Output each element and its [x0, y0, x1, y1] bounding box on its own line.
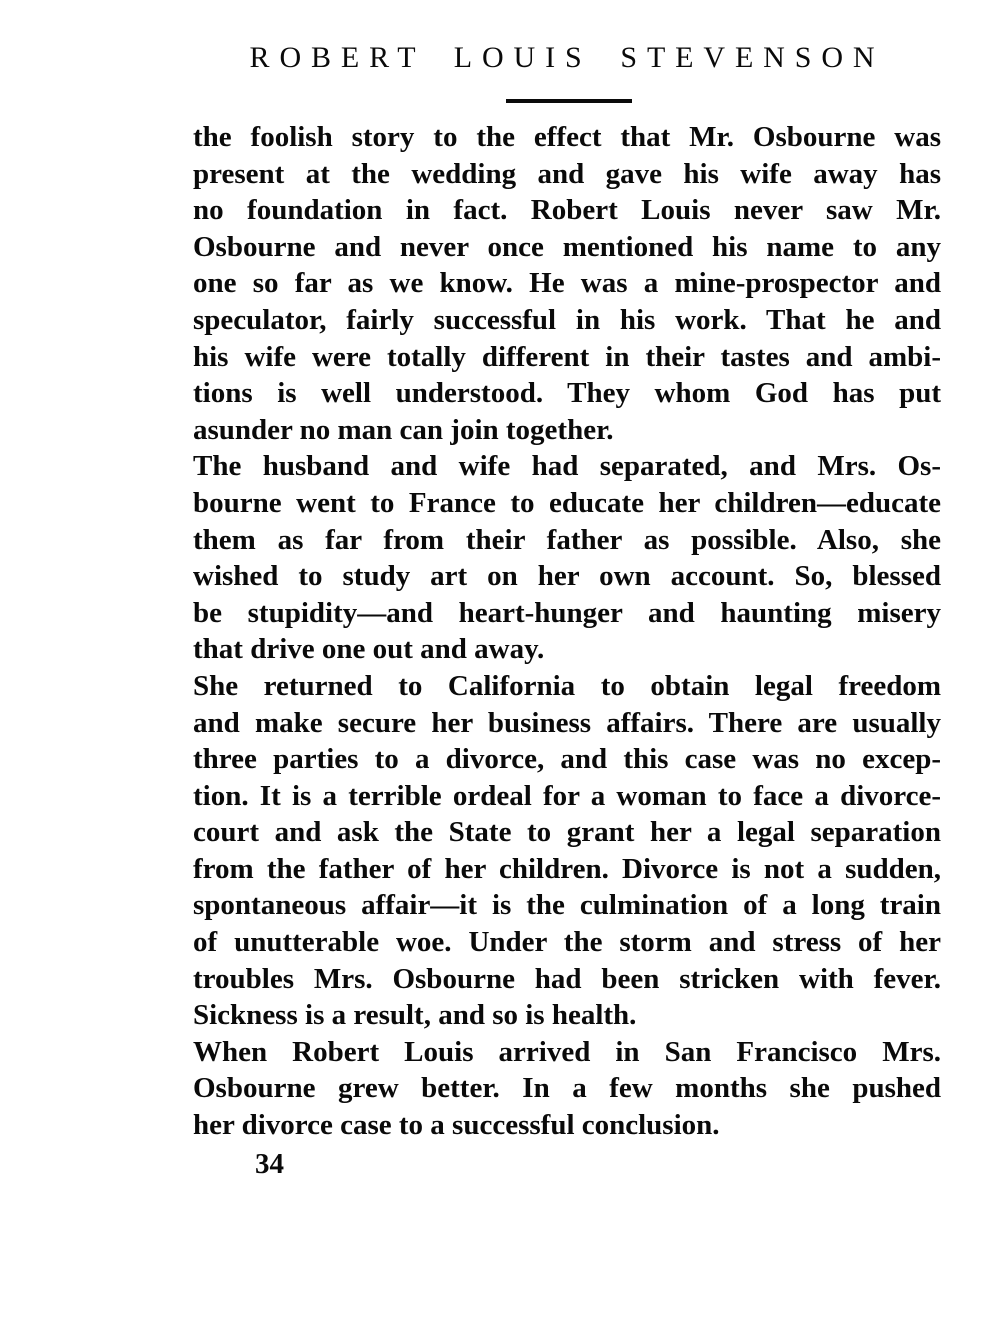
text-line: troubles Mrs. Osbourne had been stricken with fever. — [193, 962, 941, 995]
text-line: speculator, fairly successful in his work. That he and — [193, 303, 941, 336]
text-line: wished to study art on her own account. So, blessed — [193, 560, 941, 593]
page-number: 34 — [255, 1148, 284, 1180]
page-title: ROBERT LOUIS STEVENSON — [249, 41, 885, 74]
text-line: no foundation in fact. Robert Louis never saw Mr. — [193, 194, 941, 227]
text-line: spontaneous affair—it is the culmination of a long train — [193, 889, 941, 922]
text-line: The husband and wife had separated, and Mrs. Os- — [193, 450, 941, 483]
text-line: tions is well understood. They whom God has put — [193, 377, 941, 410]
paragraph — [193, 119, 941, 448]
paragraph — [193, 448, 941, 668]
title-divider — [506, 99, 632, 103]
text-line: that drive one out and away. — [193, 633, 545, 666]
text-line: one so far as we know. He was a mine-prospector and — [193, 267, 941, 300]
paragraph — [193, 1034, 941, 1144]
text-line: She returned to California to obtain legal freedom — [193, 669, 941, 702]
text-line: Sickness is a result, and so is health. — [193, 999, 637, 1032]
text-line: When Robert Louis arrived in San Francisco Mrs. — [193, 1035, 941, 1068]
text-line: from the father of her children. Divorce is not a sudden, — [193, 852, 941, 885]
text-line: them as far from their father as possible. Also, she — [193, 523, 941, 556]
paragraph — [193, 668, 941, 1034]
text-line: bourne went to France to educate her children—educate — [193, 486, 941, 519]
text-line: Osbourne grew better. In a few months she pushed — [193, 1072, 941, 1105]
body-text — [193, 119, 941, 1144]
text-line: Osbourne and never once mentioned his name to any — [193, 230, 941, 263]
text-line: be stupidity—and heart-hunger and haunting misery — [193, 596, 941, 629]
text-line: three parties to a divorce, and this case was no excep- — [193, 743, 941, 776]
text-line: and make secure her business affairs. There are usually — [193, 706, 941, 739]
text-line: his wife were totally different in their tastes and ambi- — [193, 340, 941, 373]
text-line: of unutterable woe. Under the storm and stress of her — [193, 926, 941, 959]
text-line: her divorce case to a successful conclusion. — [193, 1109, 720, 1142]
text-line: tion. It is a terrible ordeal for a woman to face a divorce- — [193, 779, 941, 812]
text-line: asunder no man can join together. — [193, 413, 614, 446]
text-line: the foolish story to the effect that Mr. Osbourne was — [193, 121, 941, 153]
text-line: present at the wedding and gave his wife away has — [193, 157, 941, 190]
text-line: court and ask the State to grant her a legal separation — [193, 816, 941, 849]
